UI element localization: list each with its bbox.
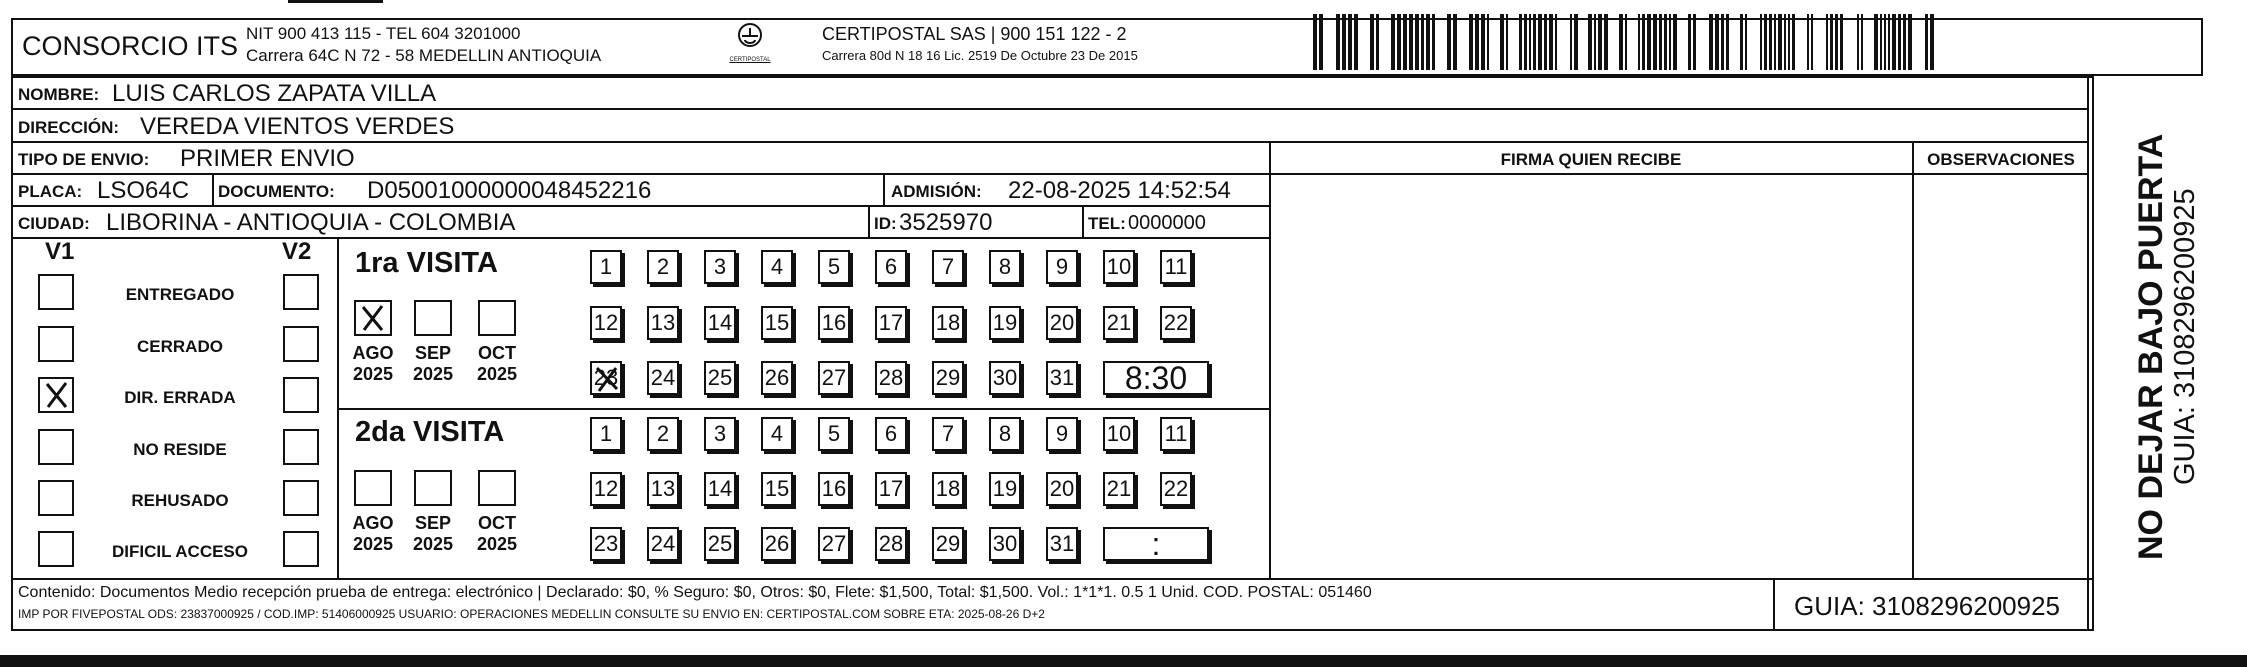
- nombre-value: LUIS CARLOS ZAPATA VILLA: [112, 80, 437, 107]
- month-label: OCT: [478, 513, 516, 533]
- year-label: 2025: [412, 534, 454, 554]
- day-box-14[interactable]: 14: [704, 306, 736, 340]
- documento-value: D05001000000048452216: [367, 177, 652, 204]
- barcode-bar: [1647, 14, 1651, 70]
- second-visit-title: 2da VISITA: [355, 416, 505, 448]
- certipostal-logo: [720, 22, 780, 68]
- barcode-bar: [1481, 14, 1485, 70]
- license-line: Carrera 80d N 18 16 Lic. 2519 De Octubre 23 De 2015: [822, 48, 1138, 63]
- barcode-bar: [1447, 14, 1451, 70]
- v2-checkbox[interactable]: [283, 326, 319, 362]
- company-name: CONSORCIO ITS: [22, 31, 239, 61]
- visit-time-box[interactable]: 8:30: [1103, 361, 1209, 395]
- month-label: AGO: [352, 343, 394, 363]
- barcode-bar: [1391, 14, 1395, 70]
- placa-value: LSO64C: [97, 177, 190, 204]
- barcode-bar: [1769, 14, 1772, 70]
- barcode-bar: [1376, 14, 1379, 70]
- day-box-23-checked[interactable]: 23: [590, 361, 622, 395]
- day-box-8[interactable]: 8: [989, 417, 1021, 451]
- day-box-30[interactable]: 30: [989, 527, 1021, 561]
- admision-label: ADMISIÓN:: [891, 182, 982, 201]
- day-box-10[interactable]: 10: [1103, 250, 1135, 284]
- barcode-bar: [1811, 14, 1813, 70]
- month-label: OCT: [478, 343, 516, 363]
- day-box-29[interactable]: 29: [932, 527, 964, 561]
- barcode-bar: [1432, 14, 1435, 70]
- year-label: 2025: [476, 534, 518, 554]
- day-box-31[interactable]: 31: [1046, 361, 1078, 395]
- day-box-21[interactable]: 21: [1103, 306, 1135, 340]
- day-box-16[interactable]: 16: [818, 306, 850, 340]
- day-box-11[interactable]: 11: [1160, 250, 1192, 284]
- v1-checkbox[interactable]: [38, 429, 74, 465]
- day-box-13[interactable]: 13: [647, 306, 679, 340]
- barcode-bar: [1538, 14, 1542, 70]
- barcode-bar: [1529, 14, 1531, 70]
- barcode-bar: [1840, 14, 1843, 70]
- day-box-27[interactable]: 27: [818, 361, 850, 395]
- barcode-bar: [1506, 14, 1508, 70]
- barcode-bar: [1673, 14, 1677, 70]
- barcode-bar: [1908, 14, 1912, 70]
- barcode-bar: [1604, 14, 1608, 70]
- month-checkbox-sep[interactable]: [414, 470, 452, 506]
- day-box-6[interactable]: 6: [875, 250, 907, 284]
- barcode-bar: [1533, 14, 1536, 70]
- v1-label: V1: [45, 238, 75, 265]
- barcode-bar: [1903, 14, 1906, 70]
- barcode-bar: [1619, 14, 1623, 70]
- day-box-8[interactable]: 8: [989, 250, 1021, 284]
- documento-label: DOCUMENTO:: [218, 182, 335, 201]
- barcode-bar: [1830, 14, 1833, 70]
- barcode-bar: [1892, 14, 1896, 70]
- tel-value: 0000000: [1128, 212, 1206, 234]
- barcode-bar: [1774, 14, 1776, 70]
- day-box-15[interactable]: 15: [761, 472, 793, 506]
- day-box-27[interactable]: 27: [818, 527, 850, 561]
- day-box-24[interactable]: 24: [647, 527, 679, 561]
- barcode-bar: [1570, 14, 1572, 70]
- barcode-bar: [1709, 14, 1713, 70]
- barcode-bar: [1669, 14, 1671, 70]
- year-label: 2025: [476, 364, 518, 384]
- day-box-16[interactable]: 16: [818, 472, 850, 506]
- day-box-28[interactable]: 28: [875, 527, 907, 561]
- barcode-bar: [1469, 14, 1473, 70]
- barcode-bar: [1721, 14, 1724, 70]
- barcode-bar: [1925, 14, 1928, 70]
- barcode-bar: [1857, 14, 1859, 70]
- barcode-bar: [1642, 14, 1645, 70]
- barcode-bar: [1475, 14, 1479, 70]
- day-box-18[interactable]: 18: [932, 306, 964, 340]
- barcode-bar: [1519, 14, 1522, 70]
- footer-guia: GUIA: 3108296200925: [1794, 591, 2060, 621]
- month-checkbox-oct[interactable]: [478, 470, 516, 506]
- direccion-label: DIRECCIÓN:: [18, 118, 120, 137]
- barcode-bar: [1874, 14, 1878, 70]
- status-label: ENTREGADO: [125, 285, 235, 304]
- id-label: ID:: [874, 214, 897, 233]
- day-box-2[interactable]: 2: [647, 250, 679, 284]
- barcode-bar: [1342, 14, 1346, 70]
- nit-line: NIT 900 413 115 - TEL 604 3201000: [246, 24, 521, 43]
- v2-checkbox[interactable]: [283, 429, 319, 465]
- day-box-25[interactable]: 25: [704, 527, 736, 561]
- barcode-bar: [1760, 14, 1762, 70]
- certipostal-line: CERTIPOSTAL SAS | 900 151 122 - 2: [822, 24, 1127, 44]
- side-guia: GUIA: 3108296200925: [2169, 188, 2201, 485]
- barcode-bar: [1544, 14, 1547, 70]
- barcode-bar: [1598, 14, 1602, 70]
- day-box-7[interactable]: 7: [932, 417, 964, 451]
- day-box-12[interactable]: 12: [590, 472, 622, 506]
- barcode-bar: [1397, 14, 1401, 70]
- barcode-bar: [1835, 14, 1838, 70]
- tipo-value: PRIMER ENVIO: [180, 145, 355, 172]
- barcode-bar: [1880, 14, 1882, 70]
- year-label: 2025: [352, 364, 394, 384]
- status-label: REHUSADO: [131, 491, 229, 510]
- barcode-bar: [1726, 14, 1729, 70]
- day-box-4[interactable]: 4: [761, 250, 793, 284]
- address-line: Carrera 64C N 72 - 58 MEDELLIN ANTIOQUIA: [246, 46, 602, 65]
- year-label: 2025: [412, 364, 454, 384]
- id-value: 3525970: [899, 209, 993, 236]
- barcode-bar: [1319, 14, 1323, 70]
- barcode-bar: [1313, 14, 1317, 70]
- day-box-31[interactable]: 31: [1046, 527, 1078, 561]
- barcode-bar: [1625, 14, 1627, 70]
- v2-checkbox[interactable]: [283, 274, 319, 310]
- status-label: CERRADO: [137, 337, 223, 356]
- v2-checkbox[interactable]: [283, 480, 319, 516]
- barcode-bar: [1664, 14, 1667, 70]
- day-box-5[interactable]: 5: [818, 417, 850, 451]
- barcode-bar: [1764, 14, 1767, 70]
- barcode-bar: [1792, 14, 1795, 70]
- year-label: 2025: [352, 534, 394, 554]
- contenido-line: Contenido: Documentos Medio recepción prueba de entrega: electrónico | Declarado: $0, % Seguro: $0, Otros: $0, Flete: $1,500, Total: $1,500. Vol.: 1*1*1. 0.5 1 Unid. COD. POSTAL: 051460: [18, 584, 1372, 601]
- barcode-bar: [1500, 14, 1504, 70]
- barcode-bar: [1884, 14, 1886, 70]
- barcode-bar: [1370, 14, 1374, 70]
- observaciones-header: OBSERVACIONES: [1927, 150, 2075, 169]
- ciudad-label: CIUDAD:: [18, 214, 90, 233]
- day-box-6[interactable]: 6: [875, 417, 907, 451]
- bottom-band: [0, 655, 2247, 667]
- day-box-9[interactable]: 9: [1046, 250, 1078, 284]
- day-box-9[interactable]: 9: [1046, 417, 1078, 451]
- day-box-22[interactable]: 22: [1160, 306, 1192, 340]
- day-box-3[interactable]: 3: [704, 417, 736, 451]
- barcode-bar: [1549, 14, 1553, 70]
- day-box-14[interactable]: 14: [704, 472, 736, 506]
- day-box-12[interactable]: 12: [590, 306, 622, 340]
- day-box-4[interactable]: 4: [761, 417, 793, 451]
- barcode-bar: [1784, 14, 1786, 70]
- v1-checkbox-checked[interactable]: [38, 377, 74, 413]
- day-box-22[interactable]: 22: [1160, 472, 1192, 506]
- barcode-bar: [1403, 14, 1407, 70]
- barcode: [1302, 14, 1938, 70]
- barcode-bar: [1574, 14, 1578, 70]
- v2-checkbox[interactable]: [283, 531, 319, 567]
- day-box-29[interactable]: 29: [932, 361, 964, 395]
- v1-checkbox[interactable]: [38, 326, 74, 362]
- month-label: AGO: [352, 513, 394, 533]
- barcode-bar: [1588, 14, 1592, 70]
- logo-icon: [732, 22, 768, 52]
- barcode-bar: [1426, 14, 1430, 70]
- day-box-26[interactable]: 26: [761, 527, 793, 561]
- barcode-bar: [1740, 14, 1743, 70]
- tel-label: TEL:: [1088, 214, 1126, 233]
- barcode-bar: [1421, 14, 1424, 70]
- barcode-bar: [1354, 14, 1358, 70]
- first-visit-title: 1ra VISITA: [355, 247, 498, 279]
- day-box-1[interactable]: 1: [590, 250, 622, 284]
- day-box-30[interactable]: 30: [989, 361, 1021, 395]
- barcode-bar: [1861, 14, 1863, 70]
- v1-checkbox[interactable]: [38, 531, 74, 567]
- day-box-26[interactable]: 26: [761, 361, 793, 395]
- logo-text: CERTIPOSTAL: [729, 57, 771, 63]
- day-box-18[interactable]: 18: [932, 472, 964, 506]
- barcode-bar: [1409, 14, 1413, 70]
- barcode-bar: [1348, 14, 1352, 70]
- day-box-17[interactable]: 17: [875, 472, 907, 506]
- status-label: NO RESIDE: [133, 440, 227, 459]
- barcode-bar: [1788, 14, 1790, 70]
- day-box-21[interactable]: 21: [1103, 472, 1135, 506]
- barcode-bar: [1715, 14, 1719, 70]
- barcode-bar: [1898, 14, 1901, 70]
- barcode-bar: [1524, 14, 1527, 70]
- day-box-15[interactable]: 15: [761, 306, 793, 340]
- barcode-bar: [1930, 14, 1934, 70]
- day-box-11[interactable]: 11: [1160, 417, 1192, 451]
- direccion-value: VEREDA VIENTOS VERDES: [140, 113, 455, 140]
- day-box-19[interactable]: 19: [989, 306, 1021, 340]
- day-box-5[interactable]: 5: [818, 250, 850, 284]
- barcode-bar: [1888, 14, 1890, 70]
- nombre-label: NOMBRE:: [18, 85, 100, 104]
- placa-label: PLACA:: [18, 182, 83, 201]
- month-label: SEP: [414, 513, 452, 533]
- month-checkbox-oct[interactable]: [478, 300, 516, 336]
- barcode-bar: [1453, 14, 1457, 70]
- day-box-10[interactable]: 10: [1103, 417, 1135, 451]
- day-box-17[interactable]: 17: [875, 306, 907, 340]
- barcode-bar: [1659, 14, 1662, 70]
- firma-header: FIRMA QUIEN RECIBE: [1500, 150, 1682, 169]
- day-box-2[interactable]: 2: [647, 417, 679, 451]
- barcode-bar: [1826, 14, 1828, 70]
- day-box-28[interactable]: 28: [875, 361, 907, 395]
- barcode-bar: [1745, 14, 1747, 70]
- barcode-bar: [1693, 14, 1696, 70]
- day-box-25[interactable]: 25: [704, 361, 736, 395]
- imp-line: IMP POR FIVEPOSTAL ODS: 23837000925 / COD.IMP: 51406000925 USUARIO: OPERACIONES MEDELLIN CONSULTE SU ENVIO EN: CERTIPOSTAL.COM SOBRE ETA: 2025-08-26 D+2: [18, 607, 1045, 621]
- day-box-13[interactable]: 13: [647, 472, 679, 506]
- day-box-7[interactable]: 7: [932, 250, 964, 284]
- barcode-bar: [1688, 14, 1691, 70]
- day-box-20[interactable]: 20: [1046, 472, 1078, 506]
- v1-checkbox[interactable]: [38, 274, 74, 310]
- barcode-bar: [1807, 14, 1809, 70]
- barcode-bar: [1594, 14, 1596, 70]
- status-label: DIFICIL ACCESO: [111, 542, 248, 561]
- side-warning: NO DEJAR BAJO PUERTA: [2132, 133, 2170, 560]
- v2-label: V2: [282, 238, 312, 265]
- visit-time-box[interactable]: :: [1103, 527, 1209, 561]
- day-box-20[interactable]: 20: [1046, 306, 1078, 340]
- month-label: SEP: [414, 343, 452, 363]
- day-box-3[interactable]: 3: [704, 250, 736, 284]
- barcode-bar: [1336, 14, 1340, 70]
- barcode-bar: [1778, 14, 1782, 70]
- barcode-bar: [1555, 14, 1557, 70]
- month-checkbox-ago-checked[interactable]: [354, 300, 392, 336]
- v2-checkbox[interactable]: [283, 377, 319, 413]
- barcode-bar: [1487, 14, 1489, 70]
- month-checkbox-sep[interactable]: [414, 300, 452, 336]
- month-checkbox-ago[interactable]: [354, 470, 392, 506]
- status-label: DIR. ERRADA: [124, 388, 236, 407]
- v1-checkbox[interactable]: [38, 480, 74, 516]
- day-box-1[interactable]: 1: [590, 417, 622, 451]
- ciudad-value: LIBORINA - ANTIOQUIA - COLOMBIA: [106, 209, 516, 236]
- day-box-23[interactable]: 23: [590, 527, 622, 561]
- barcode-bar: [1638, 14, 1640, 70]
- admision-value: 22-08-2025 14:52:54: [1008, 177, 1231, 204]
- tipo-label: TIPO DE ENVIO:: [18, 150, 150, 169]
- barcode-bar: [1653, 14, 1657, 70]
- day-box-19[interactable]: 19: [989, 472, 1021, 506]
- barcode-bar: [1415, 14, 1419, 70]
- top-edge-mark: [288, 0, 383, 3]
- day-box-24[interactable]: 24: [647, 361, 679, 395]
